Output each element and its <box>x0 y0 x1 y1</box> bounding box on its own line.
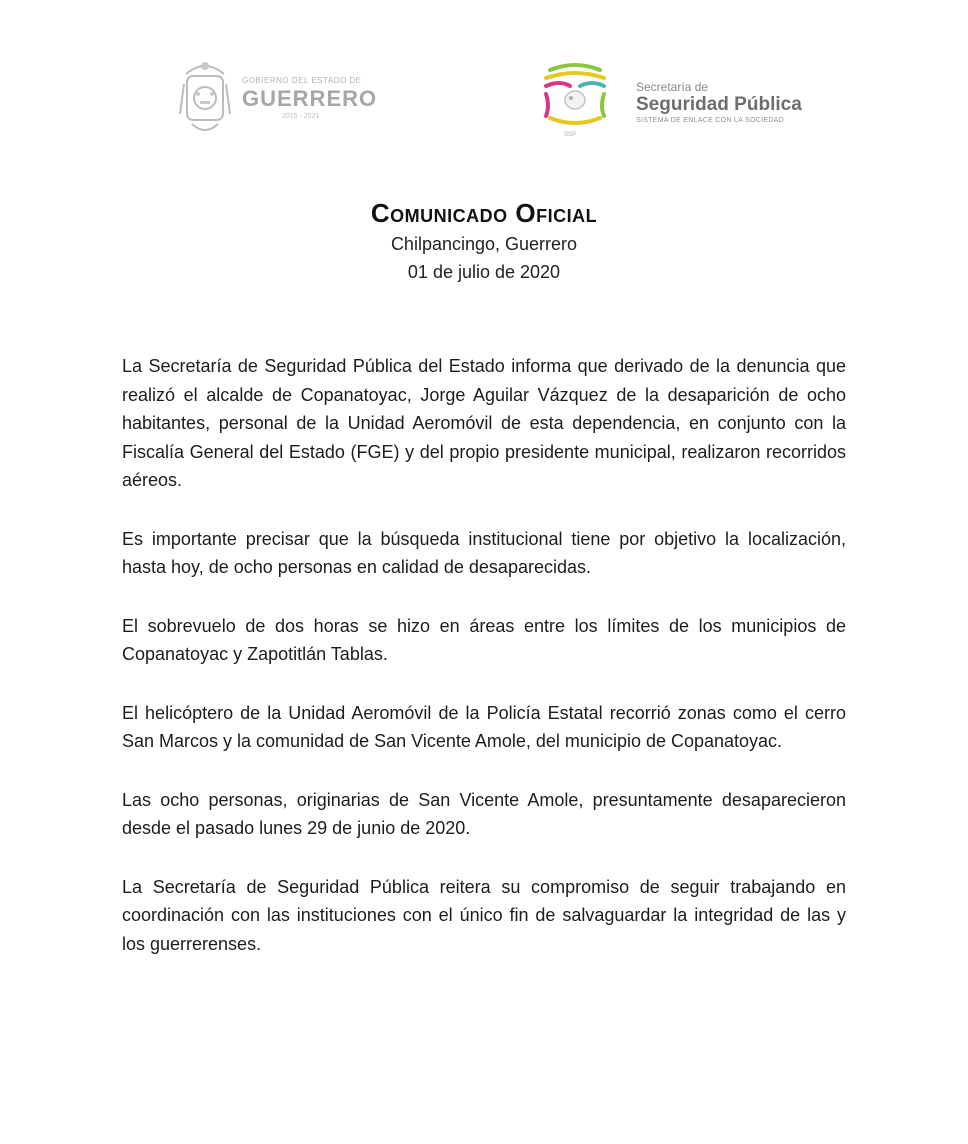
document-location: Chilpancingo, Guerrero <box>390 234 578 254</box>
ssp-mark-label: SSP <box>564 132 577 138</box>
ssp-logo <box>540 60 830 140</box>
paragraph-2: Es importante precisar que la búsqueda institucional tiene por objetivo la localización, hasta hoy, de ocho personas en calidad de desaparecidas. <box>122 528 846 577</box>
guerrero-logo <box>178 54 378 144</box>
document-title: Comunicado Oficial <box>370 198 598 228</box>
guerrero-logo-years: 2015 - 2021 <box>282 113 320 120</box>
ssp-logo-tagline: SISTEMA DE ENLACE CON LA SOCIEDAD <box>636 117 784 124</box>
ssp-emblem-icon <box>540 60 610 132</box>
paragraph-6: La Secretaría de Seguridad Pública reitera su compromiso de seguir trabajando en coordinación con las instituciones con el único fin de salvaguardar la integridad de las y los guerrerenses. <box>122 876 846 954</box>
paragraph-4: El helicóptero de la Unidad Aeromóvil de la Policía Estatal recorrió zonas como el cerro San Marcos y la comunidad de San Vicente Amole, del municipio de Copanatoyac. <box>122 702 846 751</box>
paragraph-1: La Secretaría de Seguridad Pública del Estado informa que derivado de la denuncia que realizó el alcalde de Copanatoyac, Jorge Aguilar Vázquez de la desaparición de ocho habitantes, personal de la Unidad Aeromóvil de esta dependencia, en conjunto con la Fiscalía General del Estado (FGE) y del propio presidente municipal, realizaron recorridos aéreos. <box>122 356 846 490</box>
document-body <box>122 352 846 988</box>
paragraph-5: Las ocho personas, originarias de San Vicente Amole, presuntamente desaparecieron desde el pasado lunes 29 de junio de 2020. <box>122 789 846 838</box>
paragraph-3: El sobrevuelo de dos horas se hizo en áreas entre los límites de los municipios de Copanatoyac y Zapotitlán Tablas. <box>122 615 846 664</box>
document-date: 01 de julio de 2020 <box>407 262 561 282</box>
guerrero-logo-name: GUERRERO <box>242 86 378 111</box>
document-heading <box>0 196 968 286</box>
state-seal-icon <box>178 54 232 142</box>
guerrero-logo-top-text: GOBIERNO DEL ESTADO DE <box>242 76 362 85</box>
ssp-logo-line1: Secretaría de <box>636 80 709 94</box>
ssp-logo-line2: Seguridad Pública <box>636 94 802 115</box>
